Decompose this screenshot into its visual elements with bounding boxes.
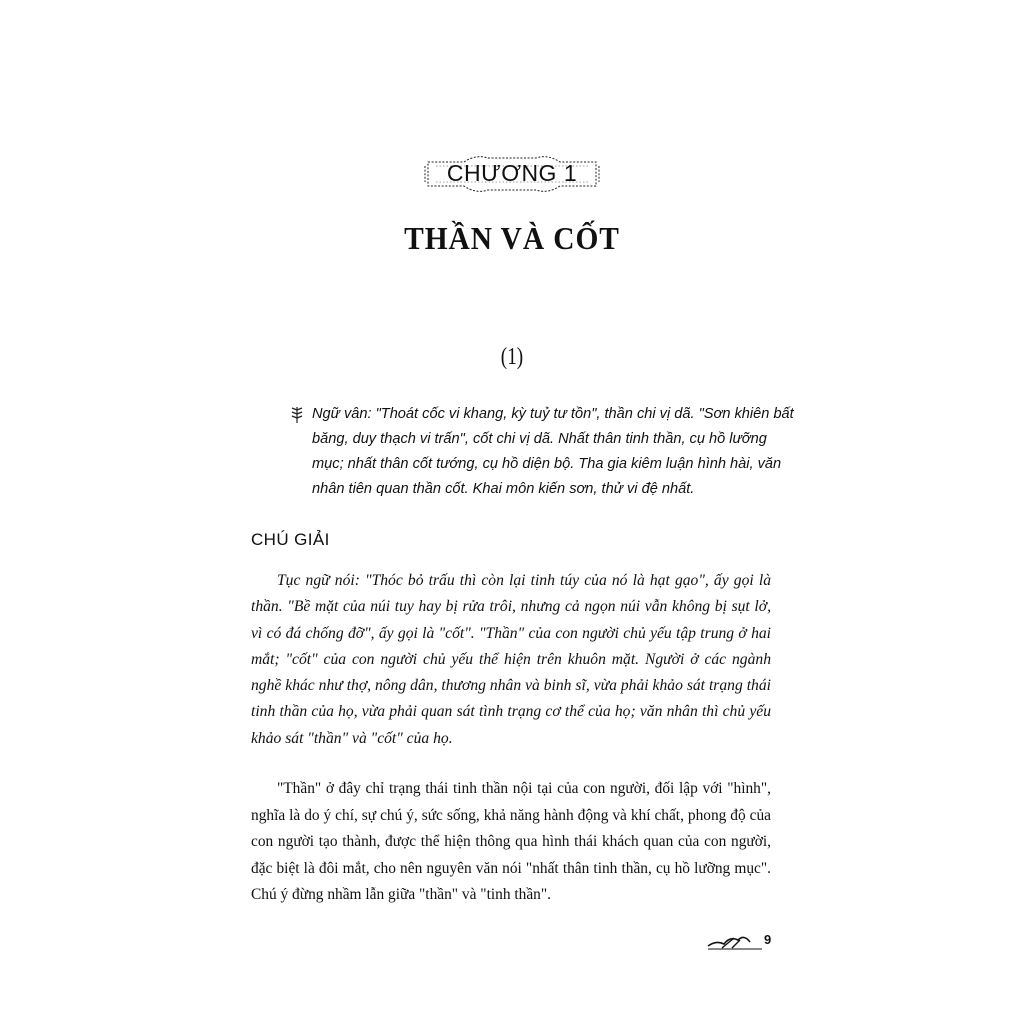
chapter-label: CHƯƠNG 1 [446,160,578,186]
chapter-title: THẦN VÀ CỐT [404,220,620,256]
notes-paragraph: Tục ngữ nói: "Thóc bỏ trấu thì còn lại tinh túy của nó là hạt gạo", ấy gọi là thần. "Bề mặt của núi tuy hay bị rửa trôi, nhưng cả ngọn núi vẫn không bị sụt lở, vì có đá chống đỡ", ấy gọi là "cốt". "Thần" của con người chủ yếu tập trung ở hai mắt; "cốt" của con người chủ yếu thể hiện trên khuôn mặt. Người ở các ngành nghề khác như thợ, nông dân, thương nhân và binh sĩ, vừa phải khảo sát trạng thái tinh thần của họ, vừa phải quan sát tình trạng cơ thể của họ; văn nhân thì chủ yếu khảo sát "thần" và "cốt" của họ. [251,572,771,747]
section-number: (1) [500,344,524,370]
quote-text: Ngữ vân: "Thoát cốc vi khang, kỳ tuỷ tư tồn", thần chi vị dã. "Sơn khiên bất băng, duy thạch vi trấn", cốt chi vị dã. Nhất thân tinh thần, cụ hồ lưỡng mục; nhất thân cốt tướng, cụ hồ diện bộ. Tha gia kiêm luận hình hài, văn nhân tiên quan thần cốt. Khai môn kiến sơn, thử vi đệ nhất. [312,406,794,497]
page-number: 9 [764,932,772,947]
footer-ornament-icon [706,930,762,954]
notes-heading: CHÚ GIẢI [251,530,330,549]
chapter-badge [424,152,600,196]
body-paragraph: "Thần" ở đây chỉ trạng thái tinh thần nội tại của con người, đối lập với "hình", nghĩa là do ý chí, sự chú ý, sức sống, khả năng hành động và khí chất, phong độ của con người tạo thành, được thể hiện thông qua hình thái khách quan của con người, đặc biệt là đôi mắt, cho nên nguyên văn nói "nhất thân tinh thần, cụ hồ lưỡng mục". Chú ý đừng nhầm lẫn giữa "thần" và "tinh thần". [251,780,771,903]
leaf-icon [290,406,304,424]
